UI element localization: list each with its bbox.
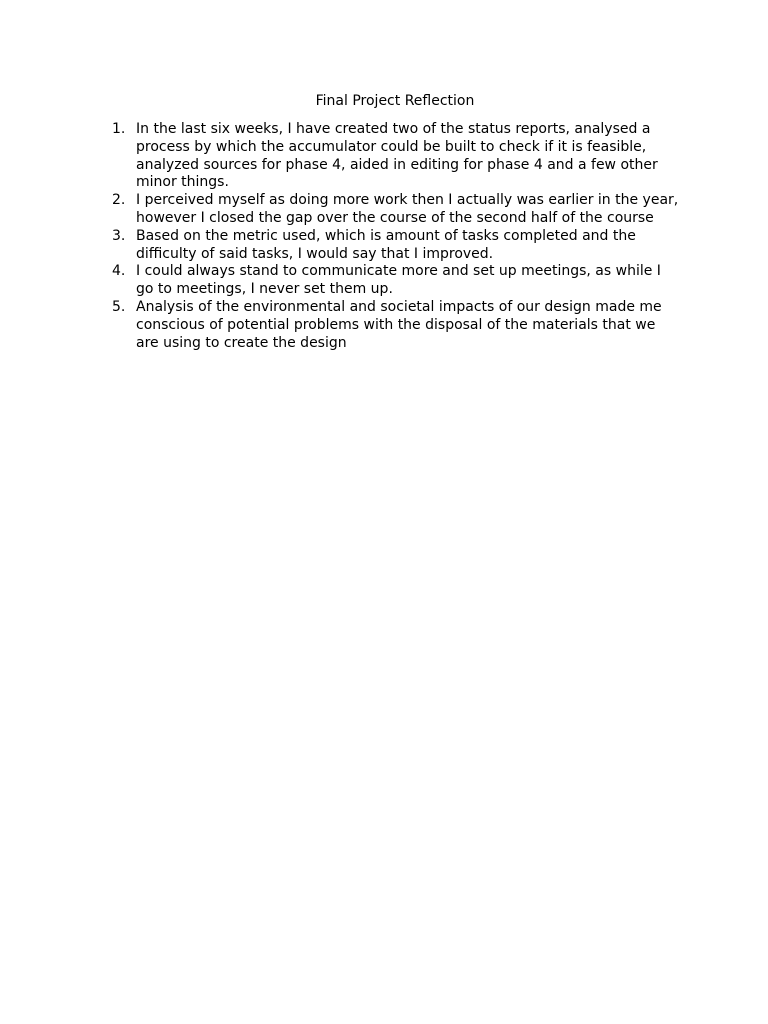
list-item (112, 228, 682, 264)
list-item (112, 263, 682, 299)
list-item-number: 4. (112, 263, 126, 280)
list-item-number: 1. (112, 121, 126, 137)
reflection-list (112, 121, 682, 352)
list-item-text: I perceived myself as doing more work then I actually was earlier in the year, however I closed the gap over the course of the second half of the course (136, 192, 679, 226)
document-title: Final Project Reflection (315, 93, 475, 109)
list-item-text: Analysis of the environmental and societal impacts of our design made me conscious of potential problems with the disposal of the materials that we are using to create the design (136, 298, 662, 351)
list-item-text: Based on the metric used, which is amount of tasks completed and the difficulty of said tasks, I would say that I improved. (136, 227, 636, 262)
list-item (112, 192, 682, 228)
list-item (112, 299, 682, 352)
list-item-text: In the last six weeks, I have created two of the status reports, analysed a process by which the accumulator could be built to check if it is feasible, analyzed sources for phase 4, aided in editing for phase 4 and a few other minor things. (136, 121, 658, 191)
list-item-number: 2. (112, 192, 126, 209)
list-item-number: 3. (112, 227, 126, 244)
list-item-text: I could always stand to communicate more and set up meetings, as while I go to meetings, I never set them up. (136, 263, 661, 298)
list-item-number: 5. (112, 298, 126, 315)
list-item (112, 121, 682, 192)
